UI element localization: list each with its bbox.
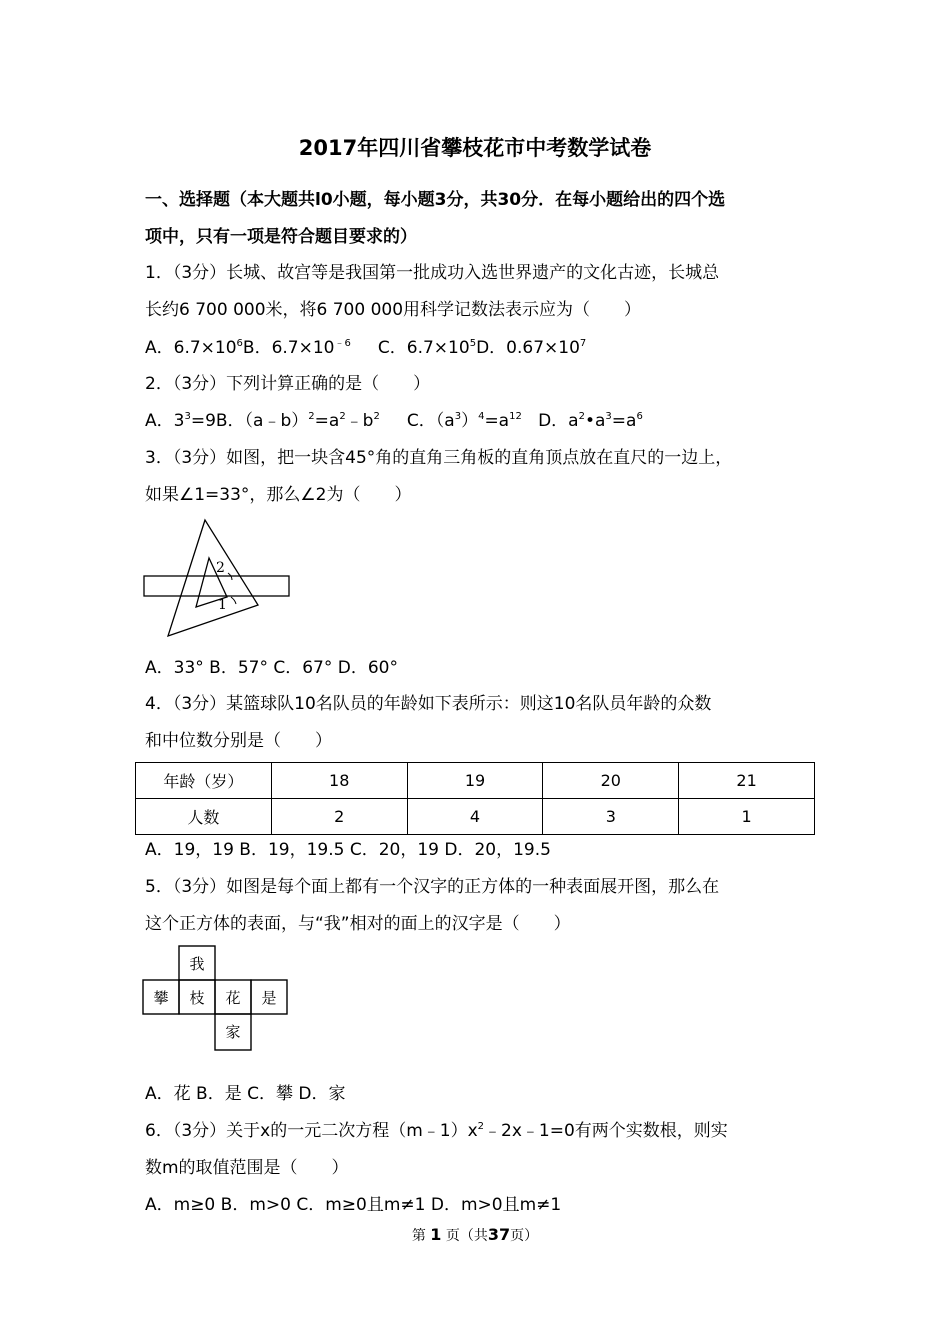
table-cell: 2 xyxy=(271,799,407,835)
table-cell: 21 xyxy=(679,763,815,799)
q2-options xyxy=(145,409,643,433)
q4-line1: 4．（3分）某篮球队10名队员的年龄如下表所示：则这10名队员年龄的众数 xyxy=(145,694,712,714)
table-row-counts xyxy=(136,799,815,835)
table-row-ages xyxy=(136,763,815,799)
angle-label-1: 1 xyxy=(218,597,227,613)
cube-face-zhi: 枝 xyxy=(189,989,205,1007)
q1-line2: 长约6 700 000米，将6 700 000用科学记数法表示应为（ ） xyxy=(145,300,642,320)
q3-options: A．33° B．57° C．67° D．60° xyxy=(145,658,398,678)
total-page-count: 37 xyxy=(487,1225,511,1244)
q3-line2: 如果∠1=33°，那么∠2为（ ） xyxy=(145,485,412,505)
q1-option-b: B．$6.7\times 10^{﹣6}$ xyxy=(242,338,351,358)
q1-line1: 1．（3分）长城、故宫等是我国第一批成功入选世界遗产的文化古迹，长城总 xyxy=(145,263,720,283)
table-cell: 1 xyxy=(679,799,815,835)
ruler xyxy=(144,576,289,596)
q5-line1: 5．（3分）如图是每个面上都有一个汉字的正方体的一种表面展开图，那么在 xyxy=(145,877,720,897)
cube-face-shi: 是 xyxy=(261,989,277,1007)
angle-arc-1 xyxy=(231,597,236,604)
q1-option-c: C．$6.7\times 10^5$ xyxy=(377,338,477,358)
q4-age-table xyxy=(135,762,815,835)
q6-options: A．m≥0 B．m>0 C．m≥0且m≠1 D．m>0且m≠1 xyxy=(145,1195,562,1215)
q2-option-c: C．$(a^3)^4=a^{12}$ xyxy=(406,411,522,431)
cube-face-hua: 花 xyxy=(225,989,241,1007)
q2-option-d: D．$a^2•a^3=a^6$ xyxy=(538,411,643,431)
section-heading-line2: 项中，只有一项是符合题目要求的） xyxy=(145,227,417,247)
q6-line2: 数m的取值范围是（ ） xyxy=(145,1158,349,1178)
q5-line2: 这个正方体的表面，与“我”相对的面上的汉字是（ ） xyxy=(145,914,571,934)
table-cell: 年龄（岁） xyxy=(136,763,272,799)
q6-line1: 6．（3分）关于x的一元二次方程$(m﹣1)x^2﹣2x﹣1=0$有两个实数根，则实 xyxy=(145,1121,728,1141)
table-cell: 3 xyxy=(543,799,679,835)
q5-cube-net-figure xyxy=(142,944,290,1054)
cube-face-jia: 家 xyxy=(225,1023,241,1041)
outer-triangle xyxy=(168,520,258,636)
q3-figure-triangle-ruler xyxy=(140,512,300,642)
page-title: 2017年四川省攀枝花市中考数学试卷 xyxy=(298,136,652,160)
table-cell: 人数 xyxy=(136,799,272,835)
q4-options: A．19，19 B．19，19.5 C．20，19 D．20，19.5 xyxy=(145,840,551,860)
angle-label-2: 2 xyxy=(216,560,225,576)
q2-line1: 2．（3分）下列计算正确的是（ ） xyxy=(145,374,431,394)
table-cell: 4 xyxy=(407,799,543,835)
q5-options: A．花 B．是 C．攀 D．家 xyxy=(145,1084,346,1104)
table-cell: 18 xyxy=(271,763,407,799)
cube-face-pan: 攀 xyxy=(153,989,169,1007)
page-footer: 第 1 页（共37页） xyxy=(411,1225,539,1244)
table-cell: 20 xyxy=(543,763,679,799)
q1-options xyxy=(145,336,586,360)
q3-line1: 3．（3分）如图，把一块含45°角的直角三角板的直角顶点放在直尺的一边上， xyxy=(145,448,733,468)
current-page-number: 1 xyxy=(430,1225,442,1244)
q4-line2: 和中位数分别是（ ） xyxy=(145,731,332,751)
q1-option-a: A．$6.7\times 10^6$ xyxy=(145,338,243,358)
cube-face-wo: 我 xyxy=(189,955,205,973)
q2-option-b: B．$(a﹣b)^2=a^2﹣b^2$ xyxy=(215,411,380,431)
section-heading-line1: 一、选择题（本大题共l0小题，每小题3分，共30分．在每小题给出的四个选 xyxy=(145,190,726,210)
q2-option-a: A．$3^3=9$ xyxy=(145,411,216,431)
q1-option-d: D．$0.67\times 10^7$ xyxy=(476,338,587,358)
table-cell: 19 xyxy=(407,763,543,799)
